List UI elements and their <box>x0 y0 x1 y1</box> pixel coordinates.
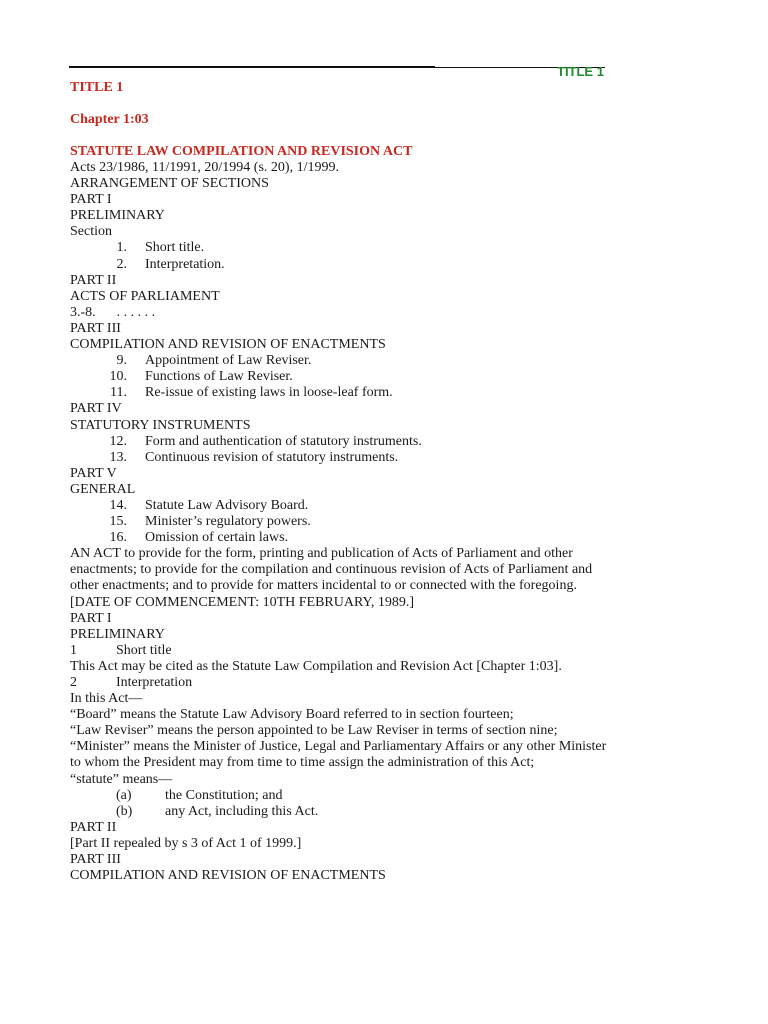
long-title: AN ACT to provide for the form, printing and publication of Acts of Parliament and other enactments; to provide for the compilation and continuous revision of Acts of Parliament and other enactments; and to provide for matters incidental to or connected with the foregoing. <box>70 546 593 594</box>
definition: “Board” means the Statute Law Advisory Board referred to in section fourteen; <box>70 707 514 723</box>
section-heading: 2 Interpretation <box>70 675 193 690</box>
toc-item: 14. Statute Law Advisory Board. <box>109 497 309 513</box>
part-name: PRELIMINARY <box>70 626 165 642</box>
definition-subitem: (b) any Act, including this Act. <box>116 803 319 819</box>
definition-subitem: (a) the Constitution; and <box>116 787 283 803</box>
toc-part-name: PRELIMINARY <box>70 208 165 224</box>
part-name: COMPILATION AND REVISION OF ENACTMENTS <box>70 868 386 884</box>
toc-item: 9. Appointment of Law Reviser. <box>116 353 312 369</box>
running-head: TITLE 1 <box>557 64 604 79</box>
toc-item: 10. Functions of Law Reviser. <box>109 369 293 385</box>
toc-section-label: Section <box>70 224 112 240</box>
definition: “Minister” means the Minister of Justice, Legal and Parliamentary Affairs or any other Minister to whom the President may from time to time assign the administration of this Act; <box>70 739 607 771</box>
section-text: This Act may be cited as the Statute Law Compilation and Revision Act [Chapter 1:03]. <box>70 658 562 674</box>
document-title: TITLE 1 <box>70 80 124 95</box>
toc-item: 11. Re-issue of existing laws in loose-leaf form. <box>110 385 393 401</box>
commencement-date: [DATE OF COMMENCEMENT: 10TH FEBRUARY, 1989.] <box>70 594 415 610</box>
act-name: STATUTE LAW COMPILATION AND REVISION ACT <box>70 144 413 159</box>
definition: “statute” means— <box>70 771 173 787</box>
chapter-heading: Chapter 1:03 <box>70 112 149 127</box>
toc-part-number: PART II <box>70 272 117 288</box>
repeal-note: [Part II repealed by s 3 of Act 1 of 1999.] <box>70 835 302 851</box>
toc-part-name: COMPILATION AND REVISION OF ENACTMENTS <box>70 337 386 353</box>
acts-reference: Acts 23/1986, 11/1991, 20/1994 (s. 20), 1/1999. <box>70 160 339 175</box>
document-page <box>70 80 610 884</box>
toc-item: 15. Minister’s regulatory powers. <box>109 514 311 530</box>
toc-part-name: GENERAL <box>70 481 136 497</box>
part-number: PART III <box>70 852 121 868</box>
toc-part-number: PART IV <box>70 401 122 417</box>
part-number: PART I <box>70 610 112 626</box>
definition: “Law Reviser” means the person appointed to be Law Reviser in terms of section nine; <box>70 723 558 739</box>
toc-item: 13. Continuous revision of statutory instruments. <box>109 449 399 465</box>
arrangement-heading: ARRANGEMENT OF SECTIONS <box>70 176 269 192</box>
toc-part-name: ACTS OF PARLIAMENT <box>70 288 220 304</box>
toc-item: 2. Interpretation. <box>116 256 225 272</box>
header-rule <box>69 66 435 68</box>
toc-item: 16. Omission of certain laws. <box>109 530 289 546</box>
toc-item: 12. Form and authentication of statutory instruments. <box>109 433 422 449</box>
toc-item: 1. Short title. <box>116 240 205 256</box>
toc-part-name: STATUTORY INSTRUMENTS <box>70 417 251 433</box>
toc-repealed-range: 3.-8. . . . . . . <box>70 304 156 320</box>
toc-part-number: PART V <box>70 465 117 481</box>
section-intro: In this Act— <box>70 691 143 707</box>
part-number: PART II <box>70 819 117 835</box>
toc-part-number: PART III <box>70 320 121 336</box>
section-heading: 1 Short title <box>70 642 172 658</box>
toc-part-number: PART I <box>70 192 112 208</box>
